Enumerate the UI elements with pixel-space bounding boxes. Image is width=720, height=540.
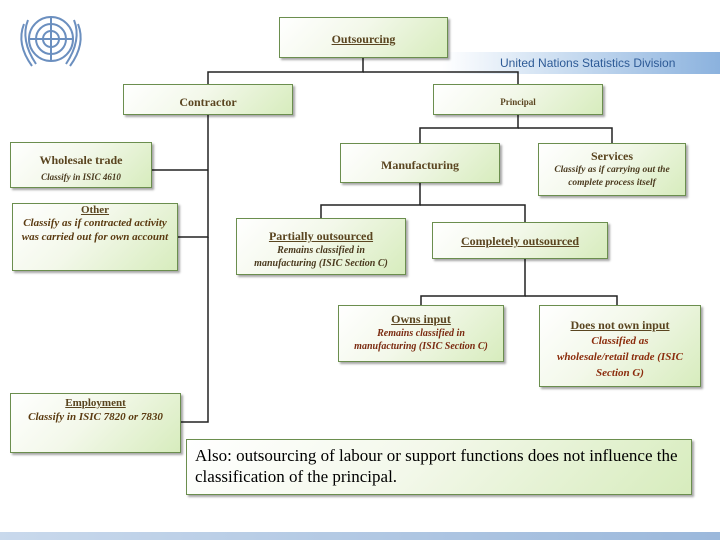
note-also xyxy=(186,439,692,495)
also-text: Also: outsourcing of labour or support functions does not influence the classification of the principal. xyxy=(195,446,678,486)
line-manufacturing-partial xyxy=(321,183,420,218)
line-outsourcing-contractor xyxy=(208,58,363,84)
partially-note: Remains classified in manufacturing (ISIC Section C) xyxy=(254,245,388,269)
line-complete-notown xyxy=(525,296,617,305)
line-outsourcing-principal xyxy=(363,72,518,84)
employment-note: Classify in ISIC 7820 or 7830 xyxy=(28,411,163,423)
bottom-bar xyxy=(0,532,720,540)
not-own-input-title: Does not own input xyxy=(570,318,670,332)
owns-input-title: Owns input xyxy=(391,312,451,326)
contractor-title: Contractor xyxy=(179,95,237,109)
node-contractor xyxy=(123,84,293,115)
services-title: Services xyxy=(591,149,633,163)
node-principal xyxy=(433,84,603,115)
services-note: Classify as if carrying out the complete process itself xyxy=(554,165,670,188)
node-outsourcing xyxy=(279,17,448,58)
outsourcing-title: Outsourcing xyxy=(331,32,396,46)
wholesale-title: Wholesale trade xyxy=(39,153,123,167)
line-principal-services xyxy=(518,128,612,143)
line-principal-manufacturing xyxy=(420,115,518,143)
node-other xyxy=(12,203,178,271)
line-to-other xyxy=(178,170,208,237)
node-manufacturing xyxy=(340,143,500,183)
node-completely-outsourced xyxy=(432,222,608,259)
node-does-not-own-input xyxy=(539,305,701,387)
node-wholesale-trade xyxy=(10,142,152,188)
node-services xyxy=(538,143,686,196)
org-name: United Nations Statistics Division xyxy=(500,56,676,70)
other-title: Other xyxy=(80,204,110,216)
manufacturing-title: Manufacturing xyxy=(381,158,459,172)
not-own-input-note: Classified as wholesale/retail trade (ISIC Section G) xyxy=(557,335,683,379)
principal-title: Principal xyxy=(500,97,536,107)
completely-title: Completely outsourced xyxy=(460,234,580,248)
line-complete-owns xyxy=(421,259,525,305)
other-note: Classify as if contracted activity was carried out for own account xyxy=(21,217,169,243)
node-partially-outsourced xyxy=(236,218,406,275)
wholesale-note: Classify in ISIC 4610 xyxy=(41,172,121,182)
node-owns-input xyxy=(338,305,504,362)
line-manufacturing-complete xyxy=(420,205,525,222)
node-employment xyxy=(10,393,181,453)
line-to-employment xyxy=(181,237,208,422)
employment-title: Employment xyxy=(65,397,126,409)
owns-input-note: Remains classified in manufacturing (ISIC Section C) xyxy=(354,328,488,352)
partially-title: Partially outsourced xyxy=(268,229,374,243)
